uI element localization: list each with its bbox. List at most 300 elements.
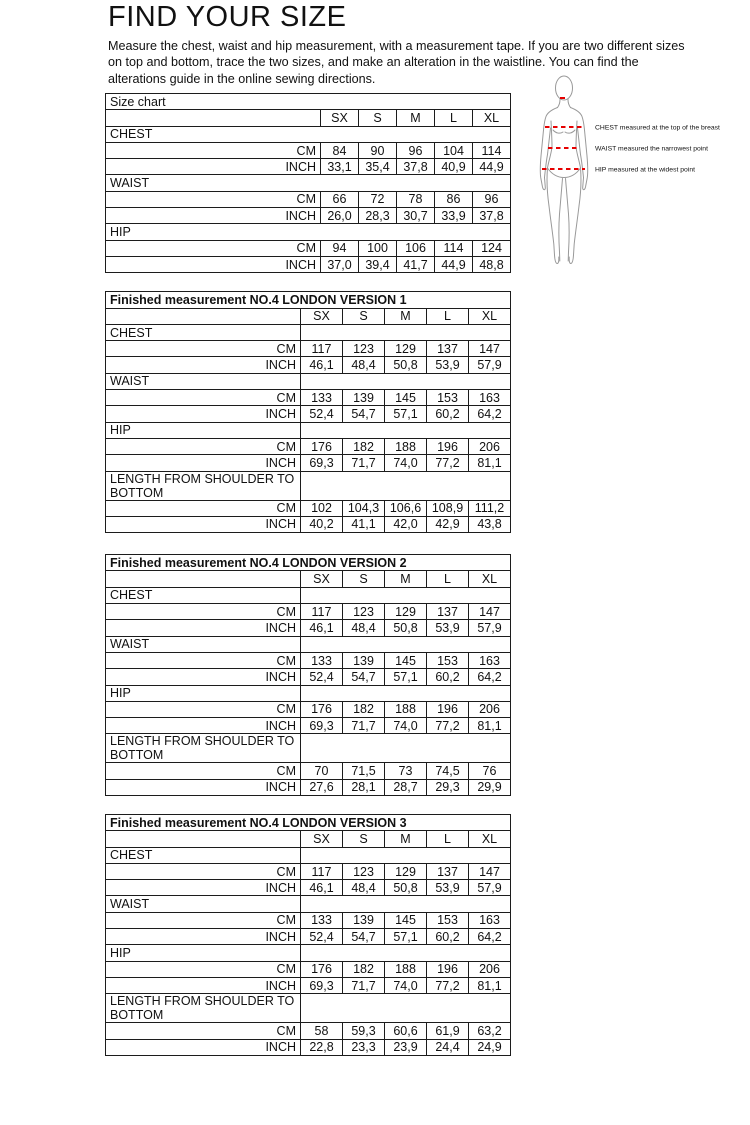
table-row bbox=[106, 571, 511, 587]
unit-label-inch: INCH bbox=[106, 256, 321, 272]
table-row bbox=[106, 455, 511, 471]
measurement-value: 53,9 bbox=[427, 880, 469, 896]
table-row bbox=[106, 1023, 511, 1039]
measurement-value: 37,8 bbox=[397, 159, 435, 175]
unit-label-cm: CM bbox=[106, 863, 301, 879]
measurement-value: 57,9 bbox=[469, 620, 511, 636]
table-title: Finished measurement NO.4 LONDON VERSION 1 bbox=[106, 292, 511, 308]
measurement-value: 28,1 bbox=[343, 779, 385, 795]
table-row bbox=[106, 357, 511, 373]
measurement-value: 59,3 bbox=[343, 1023, 385, 1039]
measurement-value: 46,1 bbox=[301, 620, 343, 636]
measurement-value: 176 bbox=[301, 701, 343, 717]
measurement-value: 57,1 bbox=[385, 929, 427, 945]
measurement-value: 28,3 bbox=[359, 208, 397, 224]
size-column-header: S bbox=[343, 571, 385, 587]
table-row bbox=[106, 175, 511, 191]
finished-measurement-table bbox=[105, 291, 511, 533]
section-empty-cell bbox=[301, 471, 511, 500]
section-empty-cell bbox=[301, 896, 511, 912]
measurement-value: 114 bbox=[435, 240, 473, 256]
measurement-value: 90 bbox=[359, 142, 397, 158]
measurement-value: 78 bbox=[397, 191, 435, 207]
measurement-value: 74,5 bbox=[427, 763, 469, 779]
table-row bbox=[106, 256, 511, 272]
unit-label-cm: CM bbox=[106, 1023, 301, 1039]
measurement-value: 139 bbox=[343, 390, 385, 406]
measurement-value: 41,1 bbox=[343, 516, 385, 532]
table-row bbox=[106, 341, 511, 357]
measurement-value: 33,9 bbox=[435, 208, 473, 224]
size-column-header: S bbox=[359, 110, 397, 126]
measurement-value: 30,7 bbox=[397, 208, 435, 224]
table-row bbox=[106, 847, 511, 863]
table-row bbox=[106, 406, 511, 422]
unit-label-cm: CM bbox=[106, 240, 321, 256]
table-row bbox=[106, 734, 511, 763]
measurement-value: 71,7 bbox=[343, 455, 385, 471]
unit-label-inch: INCH bbox=[106, 669, 301, 685]
measurement-value: 73 bbox=[385, 763, 427, 779]
table-row bbox=[106, 814, 511, 830]
measurement-value: 27,6 bbox=[301, 779, 343, 795]
measurement-value: 37,0 bbox=[321, 256, 359, 272]
unit-label-inch: INCH bbox=[106, 779, 301, 795]
measurement-value: 28,7 bbox=[385, 779, 427, 795]
table-row bbox=[106, 929, 511, 945]
section-empty-cell bbox=[301, 945, 511, 961]
table-row bbox=[106, 896, 511, 912]
measurement-value: 106 bbox=[397, 240, 435, 256]
measurement-value: 74,0 bbox=[385, 455, 427, 471]
measurement-value: 41,7 bbox=[397, 256, 435, 272]
table-row bbox=[106, 422, 511, 438]
measurement-value: 137 bbox=[427, 341, 469, 357]
measurement-value: 71,5 bbox=[343, 763, 385, 779]
size-column-header: XL bbox=[469, 571, 511, 587]
measurement-value: 66 bbox=[321, 191, 359, 207]
measurement-value: 64,2 bbox=[469, 406, 511, 422]
unit-label-cm: CM bbox=[106, 191, 321, 207]
unit-label-inch: INCH bbox=[106, 620, 301, 636]
table-row bbox=[106, 685, 511, 701]
section-empty-cell bbox=[301, 373, 511, 389]
table-row bbox=[106, 471, 511, 500]
measurement-value: 139 bbox=[343, 912, 385, 928]
measurement-value: 40,9 bbox=[435, 159, 473, 175]
measurement-value: 145 bbox=[385, 652, 427, 668]
measurement-value: 163 bbox=[469, 912, 511, 928]
measurement-value: 42,0 bbox=[385, 516, 427, 532]
waist-annotation: WAIST measured the narrowest point bbox=[595, 145, 708, 153]
section-label: LENGTH FROM SHOULDER TO BOTTOM bbox=[106, 471, 301, 500]
measurement-value: 48,4 bbox=[343, 620, 385, 636]
measurement-value: 35,4 bbox=[359, 159, 397, 175]
measurement-value: 196 bbox=[427, 438, 469, 454]
measurement-value: 44,9 bbox=[473, 159, 511, 175]
table-row bbox=[106, 390, 511, 406]
table-row bbox=[106, 620, 511, 636]
measurement-value: 117 bbox=[301, 604, 343, 620]
table-row bbox=[106, 977, 511, 993]
measurement-value: 94 bbox=[321, 240, 359, 256]
table-title: Finished measurement NO.4 LONDON VERSION 2 bbox=[106, 555, 511, 571]
size-column-header: SX bbox=[321, 110, 359, 126]
measurement-value: 70 bbox=[301, 763, 343, 779]
table-row bbox=[106, 763, 511, 779]
size-column-header: XL bbox=[469, 831, 511, 847]
size-column-header: M bbox=[397, 110, 435, 126]
section-label: CHEST bbox=[106, 847, 301, 863]
section-empty-cell bbox=[301, 587, 511, 603]
measurement-value: 60,2 bbox=[427, 669, 469, 685]
section-label: HIP bbox=[106, 945, 301, 961]
table-row bbox=[106, 240, 511, 256]
measurement-value: 74,0 bbox=[385, 977, 427, 993]
table-row bbox=[106, 669, 511, 685]
measurement-value: 123 bbox=[343, 863, 385, 879]
table-row bbox=[106, 94, 511, 110]
section-label: CHEST bbox=[106, 324, 301, 340]
table-row bbox=[106, 701, 511, 717]
measurement-value: 37,8 bbox=[473, 208, 511, 224]
section-empty-cell bbox=[301, 847, 511, 863]
measurement-value: 29,9 bbox=[469, 779, 511, 795]
section-empty-cell bbox=[301, 734, 511, 763]
table-row bbox=[106, 159, 511, 175]
measurement-value: 26,0 bbox=[321, 208, 359, 224]
measurement-value: 24,9 bbox=[469, 1039, 511, 1055]
unit-label-inch: INCH bbox=[106, 718, 301, 734]
measurement-value: 147 bbox=[469, 341, 511, 357]
measurement-value: 22,8 bbox=[301, 1039, 343, 1055]
finished-measurement-table bbox=[105, 814, 511, 1056]
hip-annotation: HIP measured at the widest point bbox=[595, 166, 695, 174]
measurement-value: 63,2 bbox=[469, 1023, 511, 1039]
measurement-value: 69,3 bbox=[301, 718, 343, 734]
measurement-value: 206 bbox=[469, 961, 511, 977]
measurement-value: 48,4 bbox=[343, 357, 385, 373]
table-row bbox=[106, 779, 511, 795]
measurement-value: 42,9 bbox=[427, 516, 469, 532]
body-outline-illustration bbox=[537, 72, 749, 268]
unit-label-inch: INCH bbox=[106, 208, 321, 224]
table-title: Finished measurement NO.4 LONDON VERSION 3 bbox=[106, 814, 511, 830]
measurement-value: 71,7 bbox=[343, 977, 385, 993]
measurement-value: 182 bbox=[343, 438, 385, 454]
measurement-value: 46,1 bbox=[301, 880, 343, 896]
measurement-value: 54,7 bbox=[343, 669, 385, 685]
measurement-value: 43,8 bbox=[469, 516, 511, 532]
measurement-value: 163 bbox=[469, 390, 511, 406]
table-row bbox=[106, 126, 511, 142]
measurement-value: 188 bbox=[385, 438, 427, 454]
table-row bbox=[106, 636, 511, 652]
measurement-value: 64,2 bbox=[469, 669, 511, 685]
table-row bbox=[106, 292, 511, 308]
section-empty-cell bbox=[301, 324, 511, 340]
unit-label-cm: CM bbox=[106, 763, 301, 779]
section-label: LENGTH FROM SHOULDER TO BOTTOM bbox=[106, 734, 301, 763]
measurement-value: 23,9 bbox=[385, 1039, 427, 1055]
intro-text: Measure the chest, waist and hip measurement, with a measurement tape. If you are two different sizes on top and bottom, trace the two sizes, and make an alteration in the waistline. You can find the alterations guide in the online sewing directions. bbox=[108, 39, 685, 86]
measurement-value: 77,2 bbox=[427, 455, 469, 471]
measurement-value: 147 bbox=[469, 863, 511, 879]
measurement-value: 133 bbox=[301, 652, 343, 668]
measurement-value: 50,8 bbox=[385, 880, 427, 896]
section-label: WAIST bbox=[106, 175, 511, 191]
measurement-value: 69,3 bbox=[301, 455, 343, 471]
measurement-value: 61,9 bbox=[427, 1023, 469, 1039]
measurement-value: 74,0 bbox=[385, 718, 427, 734]
unit-label-cm: CM bbox=[106, 961, 301, 977]
size-column-header: XL bbox=[473, 110, 511, 126]
table-row bbox=[106, 308, 511, 324]
spacer-cell bbox=[106, 308, 301, 324]
measurement-value: 86 bbox=[435, 191, 473, 207]
tables-container bbox=[105, 93, 511, 1056]
unit-label-inch: INCH bbox=[106, 406, 301, 422]
measurement-value: 23,3 bbox=[343, 1039, 385, 1055]
finished-measurement-table bbox=[105, 554, 511, 796]
size-column-header: M bbox=[385, 571, 427, 587]
measurement-value: 176 bbox=[301, 961, 343, 977]
size-chart-table bbox=[105, 93, 511, 273]
table-row bbox=[106, 110, 511, 126]
section-empty-cell bbox=[301, 994, 511, 1023]
measurement-value: 60,2 bbox=[427, 929, 469, 945]
measurement-value: 139 bbox=[343, 652, 385, 668]
measurement-value: 53,9 bbox=[427, 620, 469, 636]
measurement-value: 196 bbox=[427, 701, 469, 717]
measurement-value: 117 bbox=[301, 863, 343, 879]
table-row bbox=[106, 961, 511, 977]
measurement-value: 81,1 bbox=[469, 455, 511, 471]
measurement-value: 188 bbox=[385, 701, 427, 717]
size-column-header: S bbox=[343, 831, 385, 847]
measurement-value: 182 bbox=[343, 961, 385, 977]
measurement-value: 96 bbox=[397, 142, 435, 158]
measurement-value: 53,9 bbox=[427, 357, 469, 373]
unit-label-cm: CM bbox=[106, 341, 301, 357]
table-row bbox=[106, 373, 511, 389]
measurement-value: 52,4 bbox=[301, 406, 343, 422]
measurement-value: 50,8 bbox=[385, 620, 427, 636]
figure-outline bbox=[540, 76, 587, 264]
measurement-value: 176 bbox=[301, 438, 343, 454]
size-column-header: L bbox=[427, 571, 469, 587]
measurement-value: 188 bbox=[385, 961, 427, 977]
table-row bbox=[106, 438, 511, 454]
table-row bbox=[106, 912, 511, 928]
measurement-value: 96 bbox=[473, 191, 511, 207]
measurement-value: 57,1 bbox=[385, 406, 427, 422]
table-title: Size chart bbox=[106, 94, 511, 110]
size-column-header: L bbox=[427, 831, 469, 847]
measurement-value: 64,2 bbox=[469, 929, 511, 945]
unit-label-inch: INCH bbox=[106, 1039, 301, 1055]
unit-label-cm: CM bbox=[106, 142, 321, 158]
measurement-value: 114 bbox=[473, 142, 511, 158]
unit-label-cm: CM bbox=[106, 500, 301, 516]
spacer-cell bbox=[106, 110, 321, 126]
measurement-value: 108,9 bbox=[427, 500, 469, 516]
table-row bbox=[106, 652, 511, 668]
size-column-header: SX bbox=[301, 571, 343, 587]
unit-label-cm: CM bbox=[106, 604, 301, 620]
table-row bbox=[106, 863, 511, 879]
measurement-value: 77,2 bbox=[427, 718, 469, 734]
size-column-header: L bbox=[435, 110, 473, 126]
measurement-value: 81,1 bbox=[469, 977, 511, 993]
measurement-value: 137 bbox=[427, 604, 469, 620]
measurement-value: 84 bbox=[321, 142, 359, 158]
measurement-value: 106,6 bbox=[385, 500, 427, 516]
measurement-value: 57,9 bbox=[469, 357, 511, 373]
table-row bbox=[106, 208, 511, 224]
measurement-value: 58 bbox=[301, 1023, 343, 1039]
measurement-value: 104,3 bbox=[343, 500, 385, 516]
measurement-value: 182 bbox=[343, 701, 385, 717]
measurement-value: 153 bbox=[427, 912, 469, 928]
unit-label-inch: INCH bbox=[106, 929, 301, 945]
measurement-value: 52,4 bbox=[301, 669, 343, 685]
section-empty-cell bbox=[301, 685, 511, 701]
measurement-value: 153 bbox=[427, 652, 469, 668]
unit-label-cm: CM bbox=[106, 652, 301, 668]
measurement-value: 77,2 bbox=[427, 977, 469, 993]
section-empty-cell bbox=[301, 636, 511, 652]
size-column-header: SX bbox=[301, 308, 343, 324]
size-column-header: SX bbox=[301, 831, 343, 847]
measurement-value: 72 bbox=[359, 191, 397, 207]
measurement-value: 145 bbox=[385, 390, 427, 406]
unit-label-inch: INCH bbox=[106, 880, 301, 896]
table-row bbox=[106, 718, 511, 734]
measurement-value: 76 bbox=[469, 763, 511, 779]
unit-label-inch: INCH bbox=[106, 516, 301, 532]
measurement-value: 100 bbox=[359, 240, 397, 256]
measurement-value: 206 bbox=[469, 438, 511, 454]
measurement-value: 133 bbox=[301, 912, 343, 928]
page-title: FIND YOUR SIZE bbox=[108, 1, 347, 33]
measurement-value: 102 bbox=[301, 500, 343, 516]
section-label: HIP bbox=[106, 224, 511, 240]
measurement-value: 163 bbox=[469, 652, 511, 668]
measurement-value: 104 bbox=[435, 142, 473, 158]
measurement-value: 153 bbox=[427, 390, 469, 406]
size-column-header: M bbox=[385, 308, 427, 324]
measurement-value: 46,1 bbox=[301, 357, 343, 373]
measurement-value: 40,2 bbox=[301, 516, 343, 532]
measurement-value: 123 bbox=[343, 604, 385, 620]
measurement-value: 71,7 bbox=[343, 718, 385, 734]
spacer-cell bbox=[106, 571, 301, 587]
table-row bbox=[106, 516, 511, 532]
measurement-value: 48,4 bbox=[343, 880, 385, 896]
measurement-value: 57,1 bbox=[385, 669, 427, 685]
unit-label-cm: CM bbox=[106, 438, 301, 454]
table-row bbox=[106, 831, 511, 847]
measurement-value: 133 bbox=[301, 390, 343, 406]
measurement-value: 44,9 bbox=[435, 256, 473, 272]
section-label: CHEST bbox=[106, 126, 511, 142]
section-label: WAIST bbox=[106, 896, 301, 912]
measurement-value: 33,1 bbox=[321, 159, 359, 175]
spacer-cell bbox=[106, 831, 301, 847]
chest-annotation: CHEST measured at the top of the breast bbox=[595, 124, 720, 132]
measurement-value: 57,9 bbox=[469, 880, 511, 896]
measurement-value: 137 bbox=[427, 863, 469, 879]
measurement-value: 124 bbox=[473, 240, 511, 256]
measurement-value: 48,8 bbox=[473, 256, 511, 272]
table-row bbox=[106, 142, 511, 158]
measurement-value: 129 bbox=[385, 341, 427, 357]
table-row bbox=[106, 500, 511, 516]
size-column-header: XL bbox=[469, 308, 511, 324]
table-row bbox=[106, 604, 511, 620]
measurement-value: 123 bbox=[343, 341, 385, 357]
measurement-value: 54,7 bbox=[343, 929, 385, 945]
section-label: LENGTH FROM SHOULDER TO BOTTOM bbox=[106, 994, 301, 1023]
table-row bbox=[106, 945, 511, 961]
table-row bbox=[106, 555, 511, 571]
measurement-value: 60,2 bbox=[427, 406, 469, 422]
measurement-value: 81,1 bbox=[469, 718, 511, 734]
table-row bbox=[106, 880, 511, 896]
unit-label-inch: INCH bbox=[106, 159, 321, 175]
section-label: HIP bbox=[106, 685, 301, 701]
measurement-value: 54,7 bbox=[343, 406, 385, 422]
table-row bbox=[106, 1039, 511, 1055]
measurement-value: 147 bbox=[469, 604, 511, 620]
table-row bbox=[106, 324, 511, 340]
size-column-header: L bbox=[427, 308, 469, 324]
section-label: WAIST bbox=[106, 636, 301, 652]
measurement-value: 129 bbox=[385, 604, 427, 620]
section-label: HIP bbox=[106, 422, 301, 438]
section-empty-cell bbox=[301, 422, 511, 438]
unit-label-cm: CM bbox=[106, 912, 301, 928]
measurement-value: 52,4 bbox=[301, 929, 343, 945]
measurement-value: 39,4 bbox=[359, 256, 397, 272]
section-label: WAIST bbox=[106, 373, 301, 389]
measurement-value: 50,8 bbox=[385, 357, 427, 373]
measurement-value: 111,2 bbox=[469, 500, 511, 516]
size-column-header: S bbox=[343, 308, 385, 324]
measurement-value: 60,6 bbox=[385, 1023, 427, 1039]
size-column-header: M bbox=[385, 831, 427, 847]
table-row bbox=[106, 224, 511, 240]
table-row bbox=[106, 587, 511, 603]
unit-label-cm: CM bbox=[106, 390, 301, 406]
measurement-value: 129 bbox=[385, 863, 427, 879]
unit-label-inch: INCH bbox=[106, 977, 301, 993]
measurement-value: 145 bbox=[385, 912, 427, 928]
section-label: CHEST bbox=[106, 587, 301, 603]
measurement-value: 69,3 bbox=[301, 977, 343, 993]
measurement-value: 29,3 bbox=[427, 779, 469, 795]
measurement-value: 24,4 bbox=[427, 1039, 469, 1055]
measurement-value: 117 bbox=[301, 341, 343, 357]
body-measurement-figure bbox=[537, 72, 749, 268]
unit-label-inch: INCH bbox=[106, 357, 301, 373]
unit-label-cm: CM bbox=[106, 701, 301, 717]
table-row bbox=[106, 191, 511, 207]
unit-label-inch: INCH bbox=[106, 455, 301, 471]
table-row bbox=[106, 994, 511, 1023]
measurement-value: 196 bbox=[427, 961, 469, 977]
